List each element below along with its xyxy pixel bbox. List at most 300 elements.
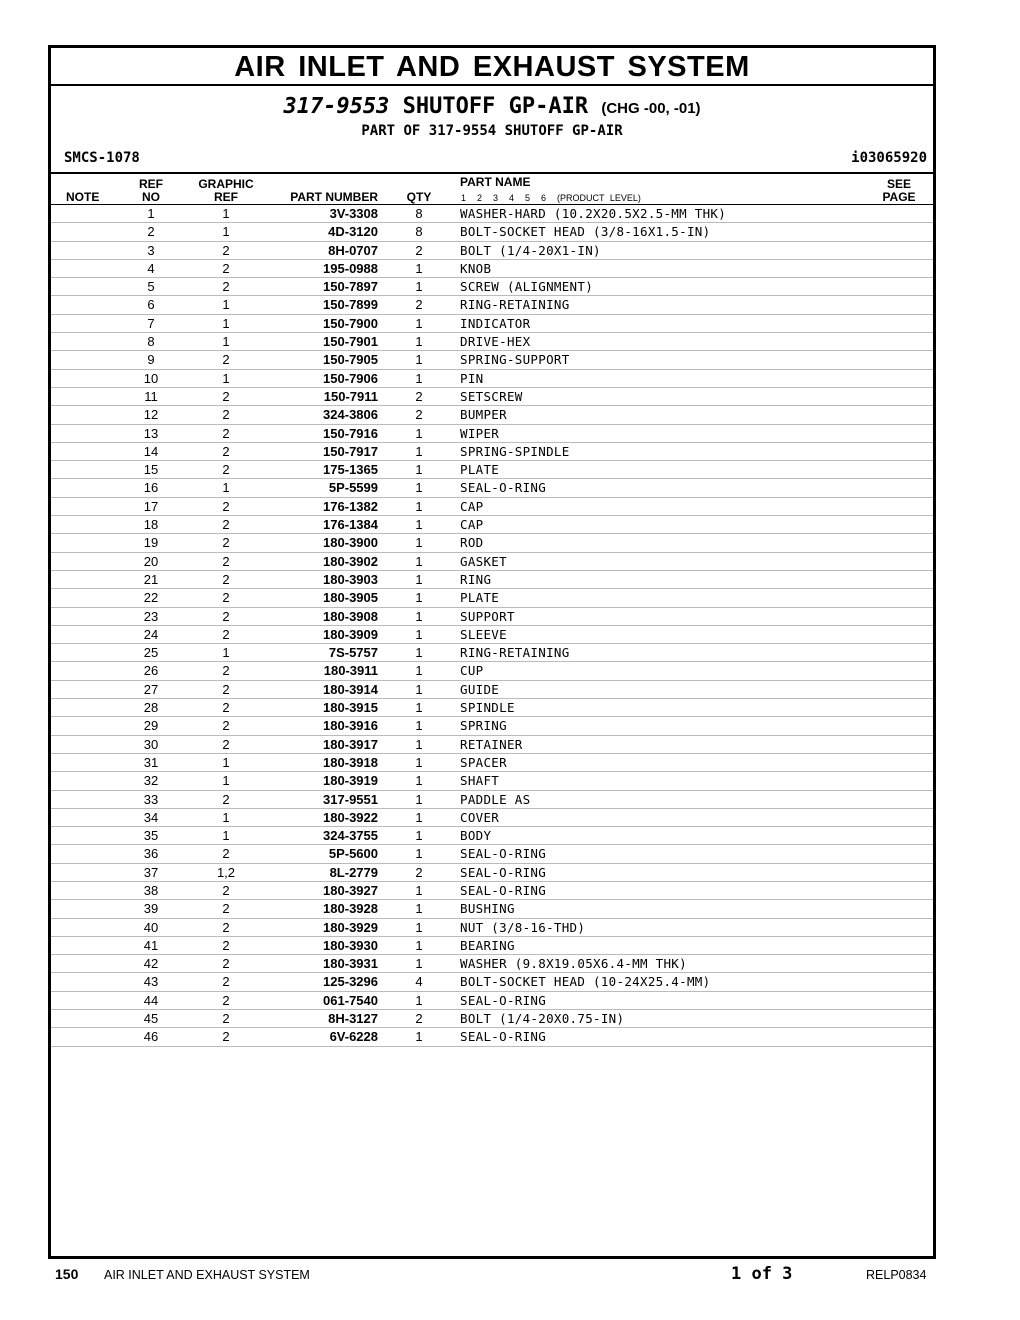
ref-no-cell: 19 (143, 535, 159, 551)
header-ref-no-2: NO (142, 190, 160, 204)
part-number-cell: 180-3915 (323, 700, 378, 716)
ref-no-cell: 16 (143, 480, 159, 496)
part-name-cell: SEAL-O-RING (460, 846, 547, 862)
qty-cell: 1 (415, 370, 423, 386)
part-number-cell: 150-7911 (323, 388, 378, 404)
graphic-ref-cell: 1 (222, 773, 230, 789)
qty-cell: 1 (415, 937, 423, 953)
section-title: AIR INLET AND EXHAUST SYSTEM (51, 48, 933, 86)
table-row (51, 534, 933, 552)
qty-cell: 1 (415, 992, 423, 1008)
ref-no-cell: 45 (143, 1011, 159, 1027)
table-row (51, 516, 933, 534)
part-number-cell: 180-3903 (323, 571, 378, 587)
group-change: (CHG -00, -01) (601, 100, 701, 117)
part-name-cell: GUIDE (460, 681, 500, 697)
ref-no-cell: 25 (143, 645, 159, 661)
graphic-ref-cell: 2 (222, 1011, 230, 1027)
group-title (51, 94, 933, 119)
ref-no-cell: 41 (143, 937, 159, 953)
ref-no-cell: 10 (143, 370, 159, 386)
table-row (51, 479, 933, 497)
part-name-cell: SCREW (ALIGNMENT) (460, 279, 594, 295)
graphic-ref-cell: 2 (222, 279, 230, 295)
ref-no-cell: 11 (144, 388, 158, 404)
part-name-cell: COVER (460, 809, 500, 825)
part-name-cell: BOLT-SOCKET HEAD (10-24X25.4-MM) (460, 974, 711, 990)
ref-no-cell: 12 (143, 407, 159, 423)
table-row (51, 608, 933, 626)
ref-no-cell: 35 (143, 828, 159, 844)
ref-no-cell: 32 (143, 773, 159, 789)
part-name-cell: ROD (460, 535, 484, 551)
part-number-cell: 324-3806 (323, 407, 378, 423)
qty-cell: 1 (415, 773, 423, 789)
part-name-cell: BUSHING (460, 901, 515, 917)
ref-no-cell: 27 (143, 681, 159, 697)
part-name-cell: BOLT-SOCKET HEAD (3/8-16X1.5-IN) (460, 224, 711, 240)
document-code: RELP0834 (866, 1268, 927, 1282)
part-number-cell: 317-9551 (323, 791, 378, 807)
footer-section: AIR INLET AND EXHAUST SYSTEM (104, 1268, 310, 1282)
table-row (51, 205, 933, 223)
part-name-cell: PADDLE AS (460, 791, 531, 807)
part-name-cell: DRIVE-HEX (460, 334, 531, 350)
part-name-cell: BODY (460, 828, 492, 844)
table-row (51, 662, 933, 680)
table-row (51, 717, 933, 735)
qty-cell: 8 (415, 206, 423, 221)
graphic-ref-cell: 1 (222, 645, 230, 661)
qty-cell: 1 (415, 882, 423, 898)
part-number-cell: 180-3918 (323, 754, 378, 770)
part-name-cell: SPINDLE (460, 700, 515, 716)
part-number-cell: 180-3917 (323, 736, 378, 752)
part-name-cell: KNOB (460, 260, 492, 276)
graphic-ref-cell: 2 (222, 736, 230, 752)
ref-no-cell: 13 (143, 425, 159, 441)
ref-no-cell: 24 (143, 626, 159, 642)
part-number-cell: 180-3919 (323, 773, 378, 789)
part-name-cell: RING (460, 571, 492, 587)
graphic-ref-cell: 2 (222, 901, 230, 917)
graphic-ref-cell: 2 (222, 681, 230, 697)
qty-cell: 1 (415, 352, 423, 368)
part-number-cell: 150-7900 (323, 315, 378, 331)
table-row (51, 827, 933, 845)
graphic-ref-cell: 2 (222, 718, 230, 734)
ref-no-cell: 1 (147, 206, 155, 221)
table-row (51, 919, 933, 937)
table-row (51, 809, 933, 827)
graphic-ref-cell: 1 (222, 754, 230, 770)
table-row (51, 845, 933, 863)
qty-cell: 1 (415, 571, 423, 587)
sheet-count: 1 of 3 (731, 1264, 793, 1284)
page-number: 150 (55, 1266, 79, 1282)
graphic-ref-cell: 2 (222, 700, 230, 716)
graphic-ref-cell: 1 (222, 315, 230, 331)
part-number-cell: 125-3296 (323, 974, 378, 990)
part-name-cell: CAP (460, 498, 484, 514)
part-number-cell: 180-3922 (323, 809, 378, 825)
qty-cell: 1 (415, 279, 423, 295)
part-number-cell: 5P-5599 (328, 480, 378, 496)
part-name-cell: NUT (3/8-16-THD) (460, 919, 586, 935)
part-name-cell: SEAL-O-RING (460, 864, 547, 880)
graphic-ref-cell: 2 (222, 498, 230, 514)
qty-cell: 1 (415, 315, 423, 331)
ref-no-cell: 15 (143, 462, 159, 478)
qty-cell: 2 (415, 1011, 423, 1027)
table-row (51, 571, 933, 589)
qty-cell: 2 (415, 388, 423, 404)
ref-no-cell: 22 (143, 590, 159, 606)
part-name-cell: SEAL-O-RING (460, 882, 547, 898)
table-row (51, 351, 933, 369)
graphic-ref-cell: 2 (222, 553, 230, 569)
ref-no-cell: 21 (143, 571, 159, 587)
part-name-cell: RETAINER (460, 736, 523, 752)
table-row (51, 260, 933, 278)
qty-cell: 1 (415, 553, 423, 569)
table-row (51, 900, 933, 918)
ref-no-cell: 43 (143, 974, 159, 990)
qty-cell: 1 (415, 645, 423, 661)
part-number-cell: 180-3911 (323, 663, 378, 679)
ref-no-cell: 20 (143, 553, 159, 569)
header-ref-no-1: REF (139, 177, 163, 191)
table-row (51, 937, 933, 955)
qty-cell: 1 (415, 1029, 423, 1045)
part-number-cell: 180-3905 (323, 590, 378, 606)
part-name-cell: WIPER (460, 425, 500, 441)
table-row (51, 296, 933, 314)
header-qty: QTY (406, 190, 432, 204)
table-row (51, 1010, 933, 1028)
part-name-cell: SEAL-O-RING (460, 480, 547, 496)
part-name-cell: CUP (460, 663, 484, 679)
part-number-cell: 176-1384 (323, 517, 378, 533)
header-see-page-1: SEE (886, 177, 911, 191)
part-number-cell: 176-1382 (323, 498, 378, 514)
ref-no-cell: 17 (143, 498, 159, 514)
ref-no-cell: 42 (143, 956, 159, 972)
header-graphic-ref-2: REF (214, 190, 238, 204)
part-number-cell: 061-7540 (323, 992, 378, 1008)
ref-no-cell: 3 (147, 242, 155, 258)
ref-no-cell: 38 (143, 882, 159, 898)
ref-no-cell: 7 (147, 315, 155, 331)
qty-cell: 1 (415, 791, 423, 807)
part-number-cell: 150-7899 (323, 297, 378, 313)
header-rule (51, 172, 933, 174)
graphic-ref-cell: 1 (222, 297, 230, 313)
part-number-cell: 150-7906 (323, 370, 378, 386)
graphic-ref-cell: 1 (222, 370, 230, 386)
graphic-ref-cell: 1 (222, 828, 230, 844)
qty-cell: 1 (415, 754, 423, 770)
qty-cell: 1 (415, 681, 423, 697)
graphic-ref-cell: 2 (222, 242, 230, 258)
graphic-ref-cell: 2 (222, 590, 230, 606)
table-row (51, 955, 933, 973)
table-row (51, 1028, 933, 1046)
table-row (51, 626, 933, 644)
qty-cell: 1 (415, 718, 423, 734)
part-name-cell: SUPPORT (460, 608, 515, 624)
part-number-cell: 175-1365 (323, 462, 378, 478)
ref-no-cell: 26 (143, 663, 159, 679)
graphic-ref-cell: 1 (222, 206, 230, 221)
graphic-ref-cell: 1 (222, 224, 230, 240)
ref-no-cell: 14 (143, 443, 159, 459)
part-name-cell: SEAL-O-RING (460, 992, 547, 1008)
table-row (51, 736, 933, 754)
qty-cell: 8 (415, 224, 423, 240)
table-row (51, 791, 933, 809)
part-number-cell: 180-3927 (323, 882, 378, 898)
qty-cell: 1 (415, 334, 423, 350)
graphic-ref-cell: 2 (222, 260, 230, 276)
part-number-cell: 150-7916 (323, 425, 378, 441)
part-number-cell: 324-3755 (323, 828, 378, 844)
table-row (51, 406, 933, 424)
ref-no-cell: 28 (143, 700, 159, 716)
ref-no-cell: 34 (143, 809, 159, 825)
table-row (51, 315, 933, 333)
part-name-cell: SLEEVE (460, 626, 507, 642)
part-number-cell: 180-3914 (323, 681, 378, 697)
graphic-ref-cell: 2 (222, 462, 230, 478)
qty-cell: 1 (415, 498, 423, 514)
table-row (51, 644, 933, 662)
header-part-number: PART NUMBER (290, 190, 378, 204)
part-name-cell: INDICATOR (460, 315, 531, 331)
graphic-ref-cell: 2 (222, 937, 230, 953)
ref-no-cell: 44 (143, 992, 159, 1008)
qty-cell: 1 (415, 901, 423, 917)
qty-cell: 1 (415, 736, 423, 752)
graphic-ref-cell: 2 (222, 974, 230, 990)
illustration-id: i03065920 (851, 150, 927, 166)
ref-no-cell: 33 (143, 791, 159, 807)
part-number-cell: 5P-5600 (328, 846, 378, 862)
group-name: SHUTOFF GP-AIR (402, 94, 589, 119)
part-name-cell: RING-RETAINING (460, 645, 570, 661)
ref-no-cell: 2 (147, 224, 155, 240)
part-name-cell: CAP (460, 517, 484, 533)
graphic-ref-cell: 1,2 (216, 864, 236, 880)
part-number-cell: 150-7901 (323, 334, 378, 350)
table-row (51, 553, 933, 571)
part-name-cell: BOLT (1/4-20X0.75-IN) (460, 1011, 625, 1027)
graphic-ref-cell: 1 (222, 480, 230, 496)
qty-cell: 1 (415, 700, 423, 716)
graphic-ref-cell: 2 (222, 352, 230, 368)
table-row (51, 388, 933, 406)
part-number-cell: 180-3909 (323, 626, 378, 642)
part-name-cell: SPRING (460, 718, 507, 734)
header-note: NOTE (66, 190, 100, 204)
part-number-cell: 180-3931 (323, 956, 378, 972)
part-name-cell: RING-RETAINING (460, 297, 570, 313)
table-row (51, 973, 933, 991)
qty-cell: 1 (415, 846, 423, 862)
part-name-cell: GASKET (460, 553, 507, 569)
part-number-cell: 6V-6228 (329, 1029, 378, 1045)
table-row (51, 223, 933, 241)
table-row (51, 754, 933, 772)
table-row (51, 425, 933, 443)
table-row (51, 443, 933, 461)
part-name-cell: SPACER (460, 754, 507, 770)
table-row (51, 370, 933, 388)
qty-cell: 4 (415, 974, 423, 990)
part-number-cell: 150-7905 (323, 352, 378, 368)
graphic-ref-cell: 1 (222, 809, 230, 825)
graphic-ref-cell: 2 (222, 443, 230, 459)
part-name-cell: SEAL-O-RING (460, 1029, 547, 1045)
table-row (51, 772, 933, 790)
part-name-cell: BUMPER (460, 407, 507, 423)
qty-cell: 2 (415, 242, 423, 258)
header-graphic-ref-1: GRAPHIC (198, 177, 254, 191)
ref-no-cell: 31 (143, 754, 159, 770)
smcs-code: SMCS-1078 (64, 150, 140, 166)
part-name-cell: SHAFT (460, 773, 500, 789)
table-row (51, 589, 933, 607)
part-name-cell: PLATE (460, 462, 500, 478)
qty-cell: 1 (415, 608, 423, 624)
part-name-cell: BEARING (460, 937, 515, 953)
qty-cell: 1 (415, 535, 423, 551)
qty-cell: 1 (415, 443, 423, 459)
part-number-cell: 180-3902 (323, 553, 378, 569)
qty-cell: 1 (415, 517, 423, 533)
part-name-cell: WASHER (9.8X19.05X6.4-MM THK) (460, 956, 687, 972)
part-name-cell: PIN (460, 370, 484, 386)
qty-cell: 1 (415, 828, 423, 844)
part-number-cell: 3V-3308 (329, 206, 378, 221)
header-product-levels: 1 2 3 4 5 6 (PRODUCT LEVEL) (461, 193, 641, 203)
ref-no-cell: 30 (143, 736, 159, 752)
part-name-cell: SPRING-SUPPORT (460, 352, 570, 368)
qty-cell: 1 (415, 480, 423, 496)
table-row (51, 882, 933, 900)
qty-cell: 1 (415, 919, 423, 935)
table-row (51, 864, 933, 882)
graphic-ref-cell: 2 (222, 425, 230, 441)
table-row (51, 333, 933, 351)
part-number-cell: 195-0988 (323, 260, 378, 276)
table-row (51, 242, 933, 260)
ref-no-cell: 39 (143, 901, 159, 917)
ref-no-cell: 40 (143, 919, 159, 935)
part-number-cell: 180-3930 (323, 937, 378, 953)
part-name-cell: WASHER-HARD (10.2X20.5X2.5-MM THK) (460, 206, 727, 221)
part-number-cell: 180-3916 (323, 718, 378, 734)
parts-table (51, 205, 933, 1047)
qty-cell: 1 (415, 590, 423, 606)
graphic-ref-cell: 2 (222, 535, 230, 551)
ref-no-cell: 6 (147, 297, 155, 313)
part-number-cell: 180-3900 (323, 535, 378, 551)
graphic-ref-cell: 2 (222, 846, 230, 862)
ref-no-cell: 23 (143, 608, 159, 624)
part-number-cell: 8H-0707 (328, 242, 378, 258)
ref-no-cell: 9 (147, 352, 155, 368)
part-number-cell: 150-7917 (323, 443, 378, 459)
graphic-ref-cell: 2 (222, 571, 230, 587)
part-name-cell: BOLT (1/4-20X1-IN) (460, 242, 601, 258)
part-number-cell: 7S-5757 (328, 645, 378, 661)
qty-cell: 2 (415, 864, 423, 880)
header-see-page-2: PAGE (882, 190, 916, 204)
part-number-cell: 180-3928 (323, 901, 378, 917)
qty-cell: 1 (415, 260, 423, 276)
graphic-ref-cell: 2 (222, 407, 230, 423)
qty-cell: 1 (415, 956, 423, 972)
page-frame (48, 45, 936, 1259)
group-part-number: 317-9553 (283, 94, 390, 119)
part-number-cell: 180-3908 (323, 608, 378, 624)
graphic-ref-cell: 2 (222, 791, 230, 807)
ref-no-cell: 37 (143, 864, 159, 880)
header-part-name: PART NAME (460, 175, 531, 189)
ref-no-cell: 46 (143, 1029, 159, 1045)
table-row (51, 278, 933, 296)
part-name-cell: PLATE (460, 590, 500, 606)
qty-cell: 1 (415, 626, 423, 642)
part-name-cell: SPRING-SPINDLE (460, 443, 570, 459)
ref-no-cell: 5 (147, 279, 155, 295)
graphic-ref-cell: 2 (222, 517, 230, 533)
part-number-cell: 4D-3120 (328, 224, 378, 240)
graphic-ref-cell: 1 (222, 334, 230, 350)
ref-no-cell: 36 (143, 846, 159, 862)
graphic-ref-cell: 2 (222, 626, 230, 642)
ref-no-cell: 8 (147, 334, 155, 350)
table-row (51, 461, 933, 479)
graphic-ref-cell: 2 (222, 956, 230, 972)
ref-no-cell: 29 (143, 718, 159, 734)
part-number-cell: 150-7897 (323, 279, 378, 295)
graphic-ref-cell: 2 (222, 1029, 230, 1045)
qty-cell: 2 (415, 297, 423, 313)
part-number-cell: 8H-3127 (328, 1011, 378, 1027)
graphic-ref-cell: 2 (222, 663, 230, 679)
graphic-ref-cell: 2 (222, 882, 230, 898)
table-row (51, 699, 933, 717)
graphic-ref-cell: 2 (222, 992, 230, 1008)
qty-cell: 2 (415, 407, 423, 423)
ref-no-cell: 4 (147, 260, 155, 276)
qty-cell: 1 (415, 663, 423, 679)
qty-cell: 1 (415, 809, 423, 825)
part-number-cell: 180-3929 (323, 919, 378, 935)
part-name-cell: SETSCREW (460, 388, 523, 404)
ref-no-cell: 18 (143, 517, 159, 533)
graphic-ref-cell: 2 (222, 919, 230, 935)
graphic-ref-cell: 2 (222, 608, 230, 624)
table-row (51, 498, 933, 516)
graphic-ref-cell: 2 (222, 388, 230, 404)
part-number-cell: 8L-2779 (329, 864, 378, 880)
part-of-line: PART OF 317-9554 SHUTOFF GP-AIR (361, 123, 623, 139)
table-row (51, 992, 933, 1010)
qty-cell: 1 (415, 462, 423, 478)
